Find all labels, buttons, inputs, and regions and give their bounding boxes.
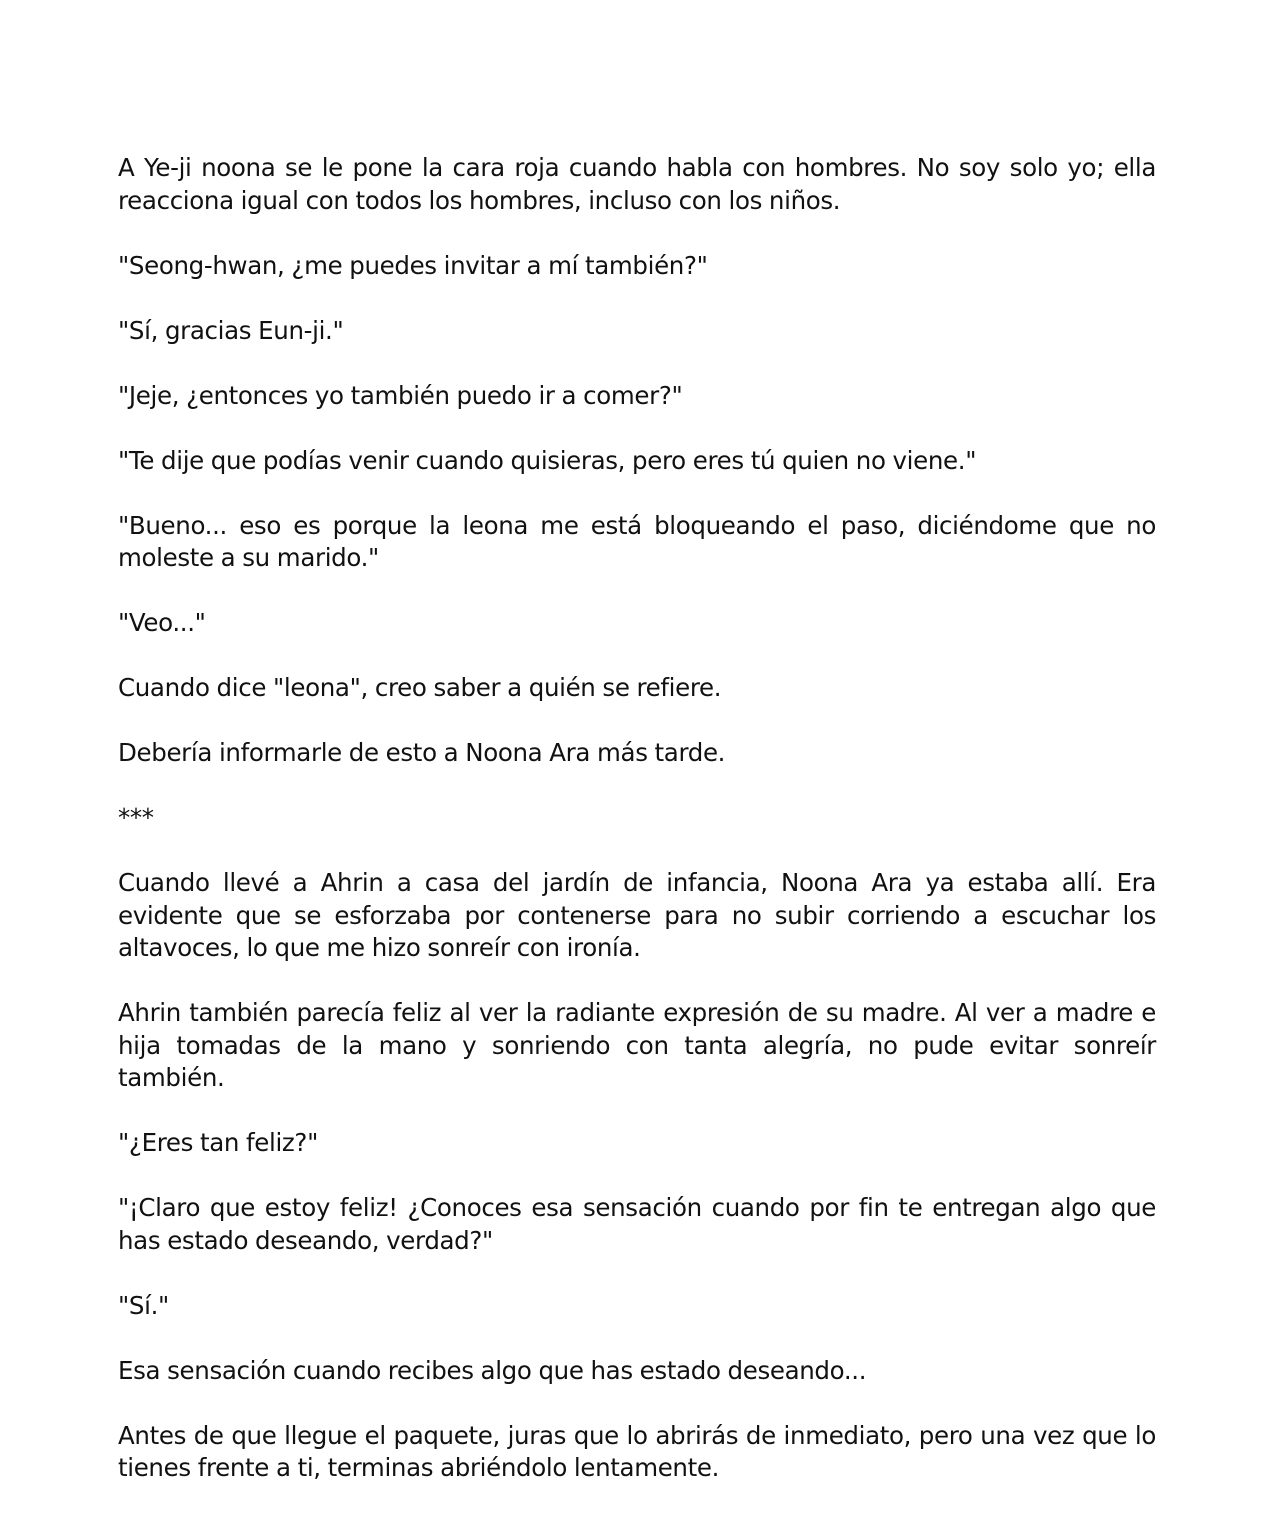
paragraph: Ahrin también parecía feliz al ver la radiante expresión de su madre. Al ver a madre e hija tomadas de la mano y sonriendo con tanta alegría, no pude evitar sonreír también. — [118, 998, 1156, 1092]
document-page — [118, 152, 1156, 1485]
paragraph: Debería informarle de esto a Noona Ara más tarde. — [118, 738, 726, 767]
paragraph: "Seong-hwan, ¿me puedes invitar a mí también?" — [118, 250, 708, 280]
paragraph: "Bueno... eso es porque la leona me está bloqueando el paso, diciéndome que no moleste a su marido." — [118, 510, 1156, 572]
paragraph: Esa sensación cuando recibes algo que has estado deseando... — [118, 1355, 867, 1385]
paragraph: Antes de que llegue el paquete, juras que lo abrirás de inmediato, pero una vez que lo tienes frente a ti, terminas abriéndolo lentamente. — [118, 1420, 1156, 1482]
scene-break: *** — [118, 803, 154, 832]
paragraph: Cuando dice "leona", creo saber a quién se refiere. — [118, 673, 722, 702]
paragraph: Cuando llevé a Ahrin a casa del jardín de infancia, Noona Ara ya estaba allí. Era evidente que se esforzaba por contenerse para no subir corriendo a escuchar los altavoces, lo que me hizo sonreír con ironía. — [118, 868, 1156, 962]
paragraph: "¿Eres tan feliz?" — [118, 1128, 318, 1157]
paragraph: "¡Claro que estoy feliz! ¿Conoces esa sensación cuando por fin te entregan algo que has estado deseando, verdad?" — [118, 1193, 1156, 1255]
paragraph: "Jeje, ¿entonces yo también puedo ir a comer?" — [118, 380, 683, 410]
paragraph: A Ye-ji noona se le pone la cara roja cuando habla con hombres. No soy solo yo; ella reacciona igual con todos los hombres, incluso con los niños. — [118, 153, 1156, 215]
paragraph: "Veo..." — [118, 608, 206, 637]
paragraph: "Sí, gracias Eun-ji." — [118, 315, 344, 345]
paragraph: "Te dije que podías venir cuando quisieras, pero eres tú quien no viene." — [118, 445, 977, 475]
paragraph: "Sí." — [118, 1290, 169, 1320]
